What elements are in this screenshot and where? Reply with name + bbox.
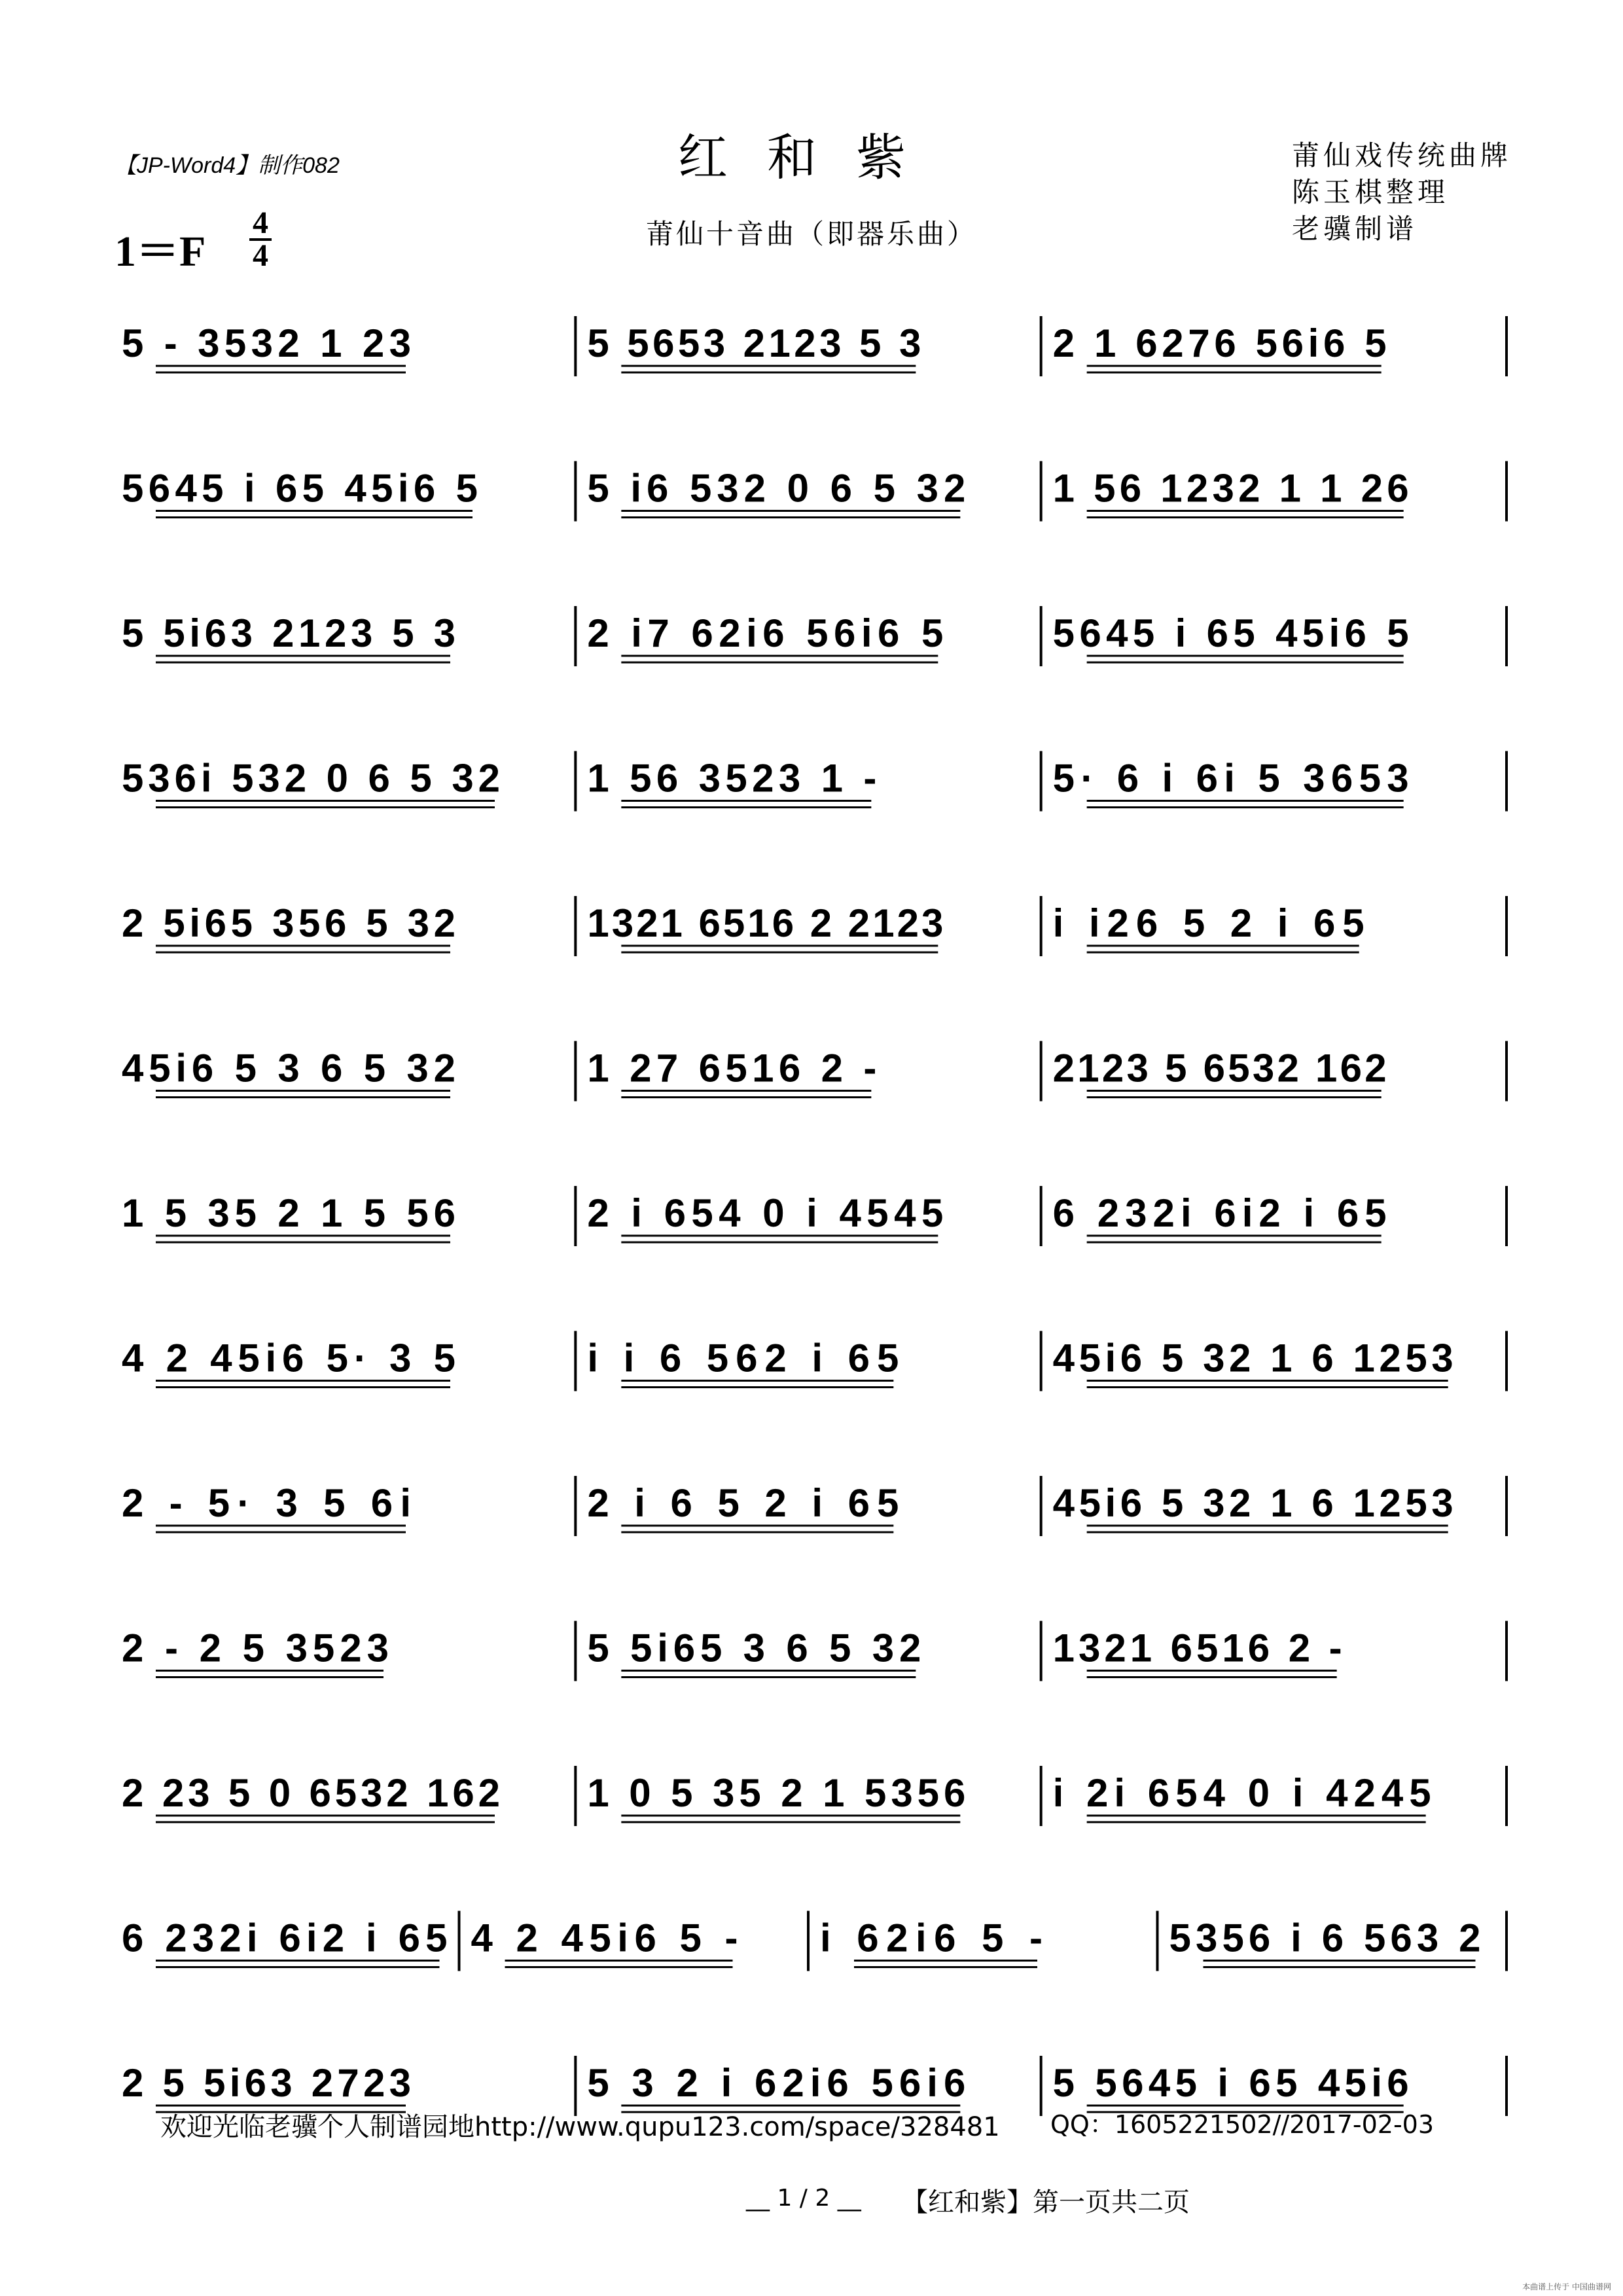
measure-2-1: 5645 i 65 45i6 5 [122,466,478,511]
measure-3-2: 2 i7 62i6 56i6 5 [587,611,944,655]
maker-note: 【JP-Word4】制作082 [115,153,340,178]
footer-site: 欢迎光临老骥个人制谱园地http://www.qupu123.com/space/328481 [160,2112,1000,2142]
measure-12-4: 5356 i 6 563 2 [1169,1916,1481,1960]
credit-arranger: 陈玉棋整理 [1291,176,1449,208]
time-signature-bottom: 4 [253,238,268,273]
measure-10-2: 5 5i65 3 6 5 32 [587,1626,921,1670]
measure-8-1: 4 2 45i6 5· 3 5 [122,1336,455,1380]
measure-2-3: 1 56 1232 1 1 26 [1052,466,1409,511]
measure-6-2: 1 27 6516 2 - [587,1046,877,1090]
measure-9-3: 45i6 5 32 1 6 1253 [1052,1481,1454,1525]
measure-4-3: 5· 6 i 6i 5 3653 [1052,756,1409,800]
measure-1-1: 5 - 3532 1 23 [122,321,411,365]
measure-4-1: 536i 532 0 6 5 32 [122,756,500,800]
measure-12-1: 6 232i 6i2 i 65 [122,1916,448,1960]
measure-9-2: 2 i 6 5 2 i 65 [587,1481,899,1525]
measure-8-2: i i 6 562 i 65 [587,1336,899,1380]
time-signature-top: 4 [253,206,268,240]
measure-13-2: 5 3 2 i 62i6 56i6 [587,2061,966,2105]
measure-10-3: 1321 6516 2 - [1052,1626,1342,1670]
measure-13-3: 5 5645 i 65 45i6 [1052,2061,1409,2105]
measure-8-3: 45i6 5 32 1 6 1253 [1052,1336,1454,1380]
measure-3-3: 5645 i 65 45i6 5 [1052,611,1409,655]
measure-2-2: 5 i6 532 0 6 5 32 [587,466,966,511]
measure-5-2: 1321 6516 2 2123 [587,901,944,945]
measure-5-1: 2 5i65 356 5 32 [122,901,455,945]
measure-7-2: 2 i 654 0 i 4545 [587,1191,944,1235]
measure-1-3: 2 1 6276 56i6 5 [1052,321,1387,365]
measure-9-1: 2 - 5· 3 5 6i [122,1481,411,1525]
page-number: __ 1 / 2 __ [746,2185,861,2212]
footer-qq: QQ：1605221502//2017-02-03 [1050,2110,1435,2139]
key-signature: 1＝F [115,228,206,276]
credit-source: 莆仙戏传统曲牌 [1291,139,1512,171]
measure-11-2: 1 0 5 35 2 1 5356 [587,1771,966,1815]
measure-6-3: 2123 5 6532 162 [1052,1046,1387,1090]
measure-12-3: i 62i6 5 - [820,1916,1043,1960]
upload-watermark: 本曲谱上传于 中国曲谱网 [1522,2282,1611,2291]
measure-10-1: 2 - 2 5 3523 [122,1626,389,1670]
measure-6-1: 45i6 5 3 6 5 32 [122,1046,455,1090]
measure-5-3: i i26 5 2 i 65 [1052,901,1364,945]
measure-13-1: 2 5 5i63 2723 [122,2061,411,2105]
measure-12-2: 4 2 45i6 5 - [471,1916,738,1960]
measure-7-3: 6 232i 6i2 i 65 [1052,1191,1387,1235]
page-note: 【红和紫】第一页共二页 [902,2187,1190,2217]
measure-11-3: i 2i 654 0 i 4245 [1052,1771,1431,1815]
measure-3-1: 5 5i63 2123 5 3 [122,611,455,655]
credit-transcriber: 老骥制谱 [1291,213,1418,245]
measure-4-2: 1 56 3523 1 - [587,756,877,800]
page-title: 红和紫 [678,128,945,187]
subtitle: 莆仙十音曲（即器乐曲） [645,218,977,250]
measure-1-2: 5 5653 2123 5 3 [587,321,921,365]
measure-11-1: 2 23 5 0 6532 162 [122,1771,500,1815]
measure-7-1: 1 5 35 2 1 5 56 [122,1191,455,1235]
